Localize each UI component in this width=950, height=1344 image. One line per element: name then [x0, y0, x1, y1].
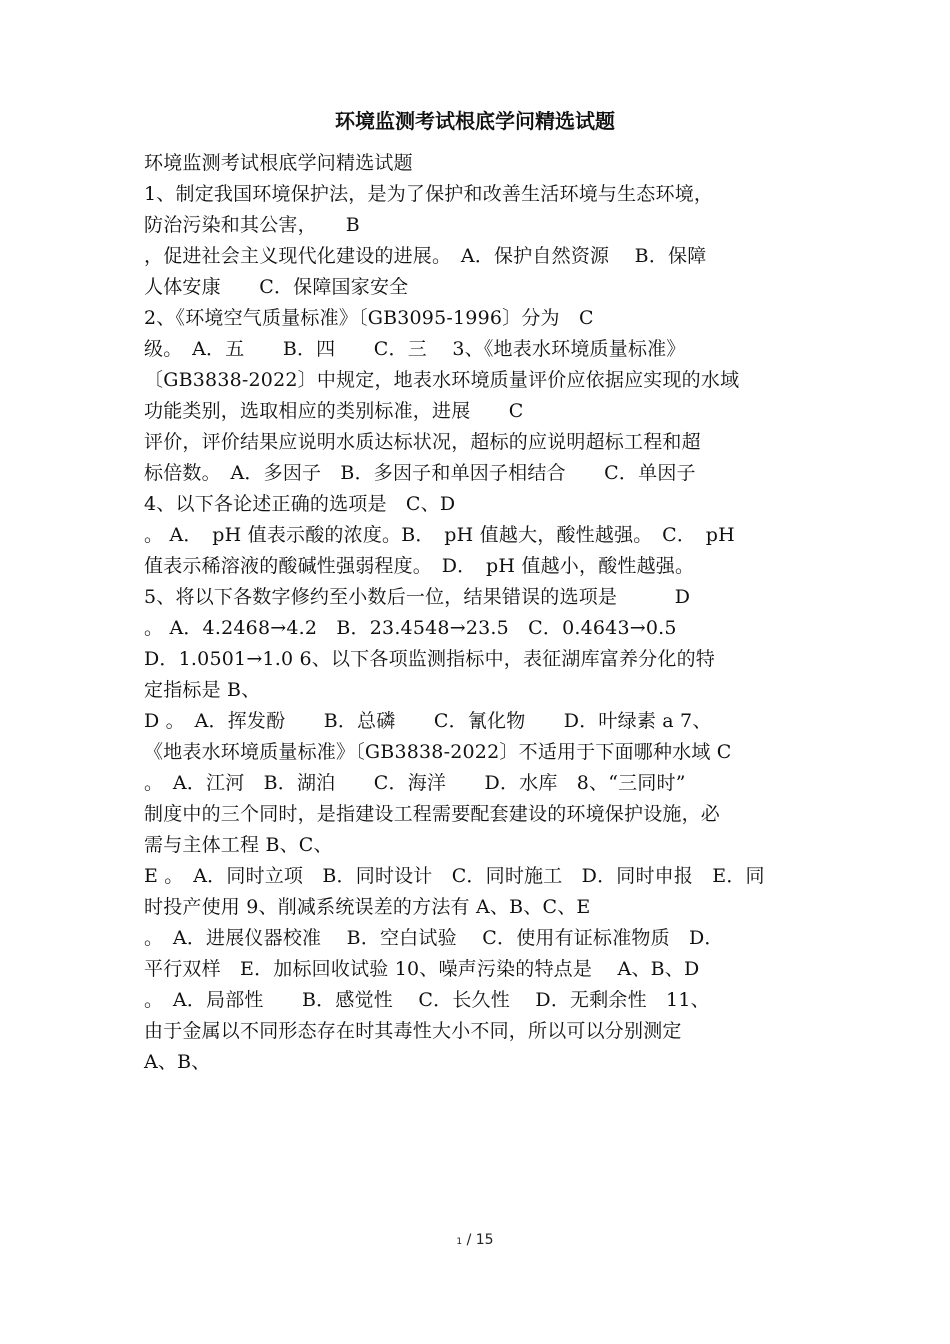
text-line: 级。 A．五 B．四 C．三 3、《地表水环境质量标准》	[144, 338, 686, 360]
text-line: 〔GB3838-2022〕中规定，地表水环境质量评价应依据应实现的水域	[144, 369, 740, 391]
text-line: 。 A．4.2468→4.2 B．23.4548→23.5 C．0.4643→0.5	[144, 617, 677, 639]
text-line: 。 A． pH 值表示酸的浓度。B． pH 值越大，酸性越强。 C． pH	[144, 524, 735, 546]
text-line: 人体安康 C．保障国家安全	[144, 276, 409, 298]
text-line: 4、以下各论述正确的选项是 C、D	[144, 493, 456, 515]
text-line: ，促进社会主义现代化建设的进展。 A．保护自然资源 B．保障	[144, 245, 707, 267]
text-line: 。 A．江河 B．湖泊 C．海洋 D．水库 8、“三同时”	[144, 772, 686, 794]
text-line: 时投产使用 9、削减系统误差的方法有 A、B、C、E	[144, 896, 591, 918]
text-line: 需与主体工程 B、C、	[144, 834, 333, 856]
text-line: 制度中的三个同时，是指建设工程需要配套建设的环境保护设施，必	[144, 803, 721, 825]
total-pages: 15	[475, 1232, 494, 1248]
text-line: 功能类别，选取相应的类别标准，进展 C	[144, 400, 524, 422]
text-line: D 。 A．挥发酚 B．总磷 C．氰化物 D．叶绿素 a 7、	[144, 710, 712, 732]
document-title: 环境监测考试根底学问精选试题	[335, 109, 615, 133]
text-line: A、B、	[144, 1051, 211, 1073]
page-separator: /	[462, 1232, 476, 1248]
text-line: 标倍数。 A．多因子 B．多因子和单因子相结合 C．单因子	[144, 462, 696, 484]
document-body	[144, 148, 824, 1078]
current-page-number: 1	[456, 1237, 463, 1247]
page-number	[0, 1230, 950, 1252]
text-line: 环境监测考试根底学问精选试题	[144, 152, 413, 174]
text-line: D．1.0501→1.0 6、以下各项监测指标中，表征湖库富养分化的特	[144, 648, 715, 670]
text-line: 防治污染和其公害， B	[144, 214, 360, 236]
text-line: 评价，评价结果应说明水质达标状况，超标的应说明超标工程和超	[144, 431, 701, 453]
text-line: 。 A．进展仪器校准 B．空白试验 C．使用有证标准物质 D．	[144, 927, 724, 949]
text-line: 值表示稀溶液的酸碱性强弱程度。 D． pH 值越小，酸性越强。	[144, 555, 695, 577]
text-line: 2、《环境空气质量标准》〔GB3095-1996〕分为 C	[144, 307, 594, 329]
text-line: 定指标是 B、	[144, 679, 261, 701]
text-line: 。 A．局部性 B．感觉性 C．长久性 D．无剩余性 11、	[144, 989, 710, 1011]
text-line: E 。 A．同时立项 B．同时设计 C．同时施工 D．同时申报 E．同	[144, 865, 765, 887]
text-line: 5、将以下各数字修约至小数后一位，结果错误的选项是 D	[144, 586, 691, 608]
text-line: 由于金属以不同形态存在时其毒性大小不同，所以可以分别测定	[144, 1020, 682, 1042]
text-line: 《地表水环境质量标准》〔GB3838-2022〕不适用于下面哪种水域 C	[144, 741, 732, 763]
text-line: 平行双样 E．加标回收试验 10、噪声污染的特点是 A、B、D	[144, 958, 700, 980]
text-line: 1、制定我国环境保护法，是为了保护和改善生活环境与生态环境，	[144, 183, 714, 205]
